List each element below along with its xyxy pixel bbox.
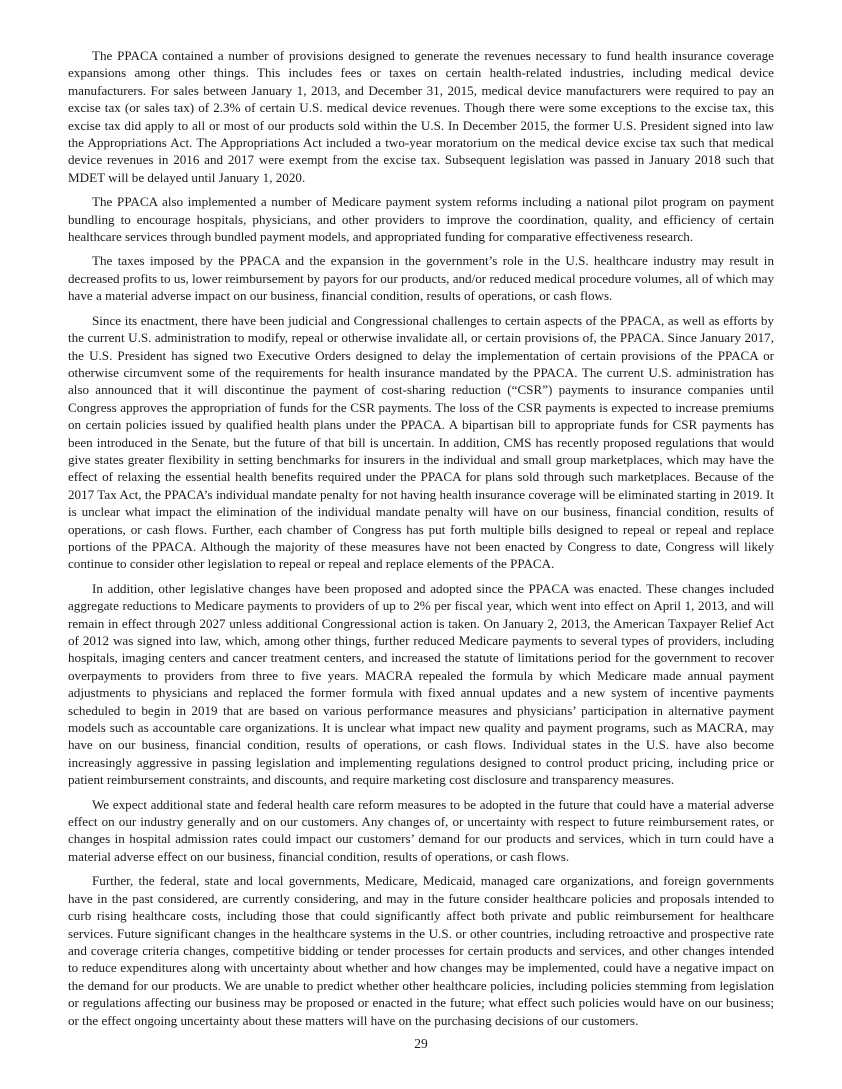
document-body	[68, 47, 774, 1036]
paragraph-other-legislative-changes: In addition, other legislative changes have been proposed and adopted since the PPACA was enacted. These changes included aggregate reductions to Medicare payments to providers of up to 2% per fiscal year, which went into effect on April 1, 2013, and will remain in effect through 2027 unless additional Congressional action is taken. On January 2, 2013, the American Taxpayer Relief Act of 2012 was signed into law, which, among other things, further reduced Medicare payments to several types of providers, including hospitals, imaging centers and cancer treatment centers, and increased the statute of limitations period for the government to recover overpayments to providers from three to five years. MACRA repealed the formula by which Medicare made annual payment adjustments to physicians and replaced the former formula with fixed annual updates and a new system of incentive payments scheduled to begin in 2019 that are based on various performance measures and physicians’ participation in alternative payment models such as accountable care organizations. It is unclear what impact new quality and payment programs, such as MACRA, may have on our business, financial condition, results of operations, or cash flows. Individual states in the U.S. have also become increasingly aggressive in passing legislation and implementing regulations designed to control product pricing, including price or patient reimbursement constraints, and discounts, and require marketing cost disclosure and transparency measures.	[68, 580, 774, 788]
paragraph-government-healthcare-policies: Further, the federal, state and local governments, Medicare, Medicaid, managed care organizations, and foreign governments have in the past considered, are currently considering, and may in the future consider healthcare policies and proposals intended to curb rising healthcare costs, including those that could significantly affect both private and public reimbursement for healthcare services. Future significant changes in the healthcare systems in the U.S. or other countries, including retroactive and prospective rate and coverage criteria changes, competitive bidding or tender processes for certain products and services, and other changes intended to reduce expenditures along with uncertainty about whether and how changes may be implemented, could have a negative impact on the demand for our products. We are unable to predict whether other healthcare policies, including policies stemming from legislation or regulations affecting our business may be proposed or enacted in the future; what effect such policies would have on our business; or the effect ongoing uncertainty about these matters will have on the purchasing decisions of our customers.	[68, 873, 774, 1028]
paragraph-judicial-congressional-challenges: Since its enactment, there have been judicial and Congressional challenges to certain aspects of the PPACA, as well as efforts by the current U.S. administration to modify, repeal or otherwise invalidate all, or certain provisions of, the PPACA. Since January 2017, the U.S. President has signed two Executive Orders designed to delay the implementation of certain provisions of the PPACA or otherwise circumvent some of the requirements for health insurance mandated by the PPACA. The current U.S. administration has also announced that it will discontinue the payment of cost-sharing reduction (“CSR”) payments to insurance companies until Congress approves the appropriation of funds for the CSR payments. The loss of the CSR payments is expected to increase premiums on certain policies issued by qualified health plans under the PPACA. A bipartisan bill to appropriate funds for CSR payments has been introduced in the Senate, but the future of that bill is uncertain. In addition, CMS has recently proposed regulations that would give states greater flexibility in setting benchmarks for insurers in the individual and small group marketplaces, which may have the effect of relaxing the essential health benefits required under the PPACA for plans sold through such marketplaces. Because of the 2017 Tax Act, the PPACA’s individual mandate penalty for not having health insurance coverage will be eliminated starting in 2019. It is unclear what impact the elimination of the individual mandate penalty will have on our business, financial condition, results of operations, or cash flows. Further, each chamber of Congress has put forth multiple bills designed to repeal or repeal and replace portions of the PPACA. Although the majority of these measures have not been enacted by Congress to date, Congress will likely continue to consider other legislation to repeal or repeal and replace elements of the PPACA.	[68, 312, 774, 572]
paragraph-taxes-impact: The taxes imposed by the PPACA and the expansion in the government’s role in the U.S. healthcare industry may result in decreased profits to us, lower reimbursement by payors for our products, and/or reduced medical procedure volumes, all of which may have a material adverse impact on our business, financial condition, results of operations, or cash flows.	[68, 253, 774, 304]
paragraph-additional-reform-measures: We expect additional state and federal health care reform measures to be adopted in the future that could have a material adverse effect on our industry generally and on our customers. Any changes of, or uncertainty with respect to future reimbursement rates, or changes in hospital admission rates could impact our customers’ demand for our products and services, which in turn could have a material adverse effect on our business, financial condition, results of operations, or cash flows.	[68, 796, 774, 864]
page-number: 29	[414, 1036, 428, 1051]
paragraph-medicare-payment-reforms: The PPACA also implemented a number of Medicare payment system reforms including a national pilot program on payment bundling to encourage hospitals, physicians, and other providers to improve the coordination, quality, and efficiency of certain healthcare services through bundled payment models, and appropriated funding for comparative effectiveness research.	[68, 194, 774, 245]
paragraph-ppaca-revenue-provisions: The PPACA contained a number of provisions designed to generate the revenues necessary to fund health insurance coverage expansions among other things. This includes fees or taxes on certain health-related industries, including medical device manufacturers. For sales between January 1, 2013, and December 31, 2015, medical device manufacturers were required to pay an excise tax (or sales tax) of 2.3% of certain U.S. medical device revenues. Though there were some exceptions to the excise tax, this excise tax did apply to all or most of our products sold within the U.S. In December 2015, the former U.S. President signed into law the Appropriations Act. The Appropriations Act included a two-year moratorium on the medical device excise tax such that medical device revenues in 2016 and 2017 were exempt from the excise tax. Subsequent legislation was passed in January 2018 such that MDET will be delayed until January 1, 2020.	[68, 48, 774, 185]
